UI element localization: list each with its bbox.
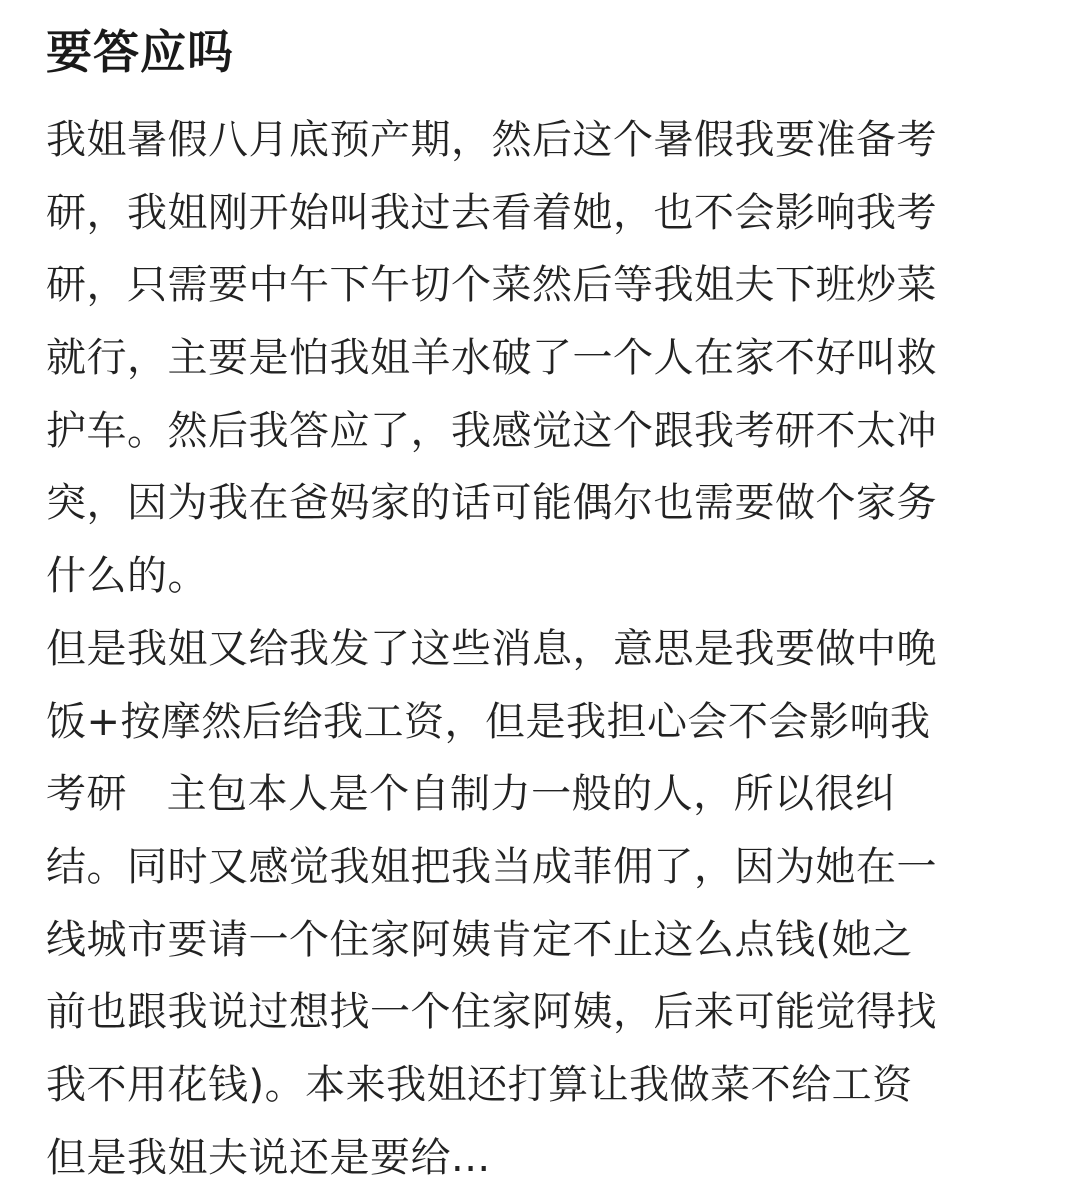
post-body-line: 研，我姐刚开始叫我过去看着她，也不会影响我考 [46,189,937,236]
post-body-line: 突，因为我在爸妈家的话可能偶尔也需要做个家务 [46,480,937,527]
post [46,0,1046,1194]
post-body-line: 我姐暑假八月底预产期，然后这个暑假我要准备考 [46,117,937,163]
post-body-line: 前也跟我说过想找一个住家阿姨，后来可能觉得找 [46,989,937,1036]
post-body [46,104,1046,1194]
post-body-line: 考研 主包本人是个自制力一般的人，所以很纠 [46,771,896,818]
post-body-line: 结。同时又感觉我姐把我当成菲佣了，因为她在一 [46,843,937,890]
post-body-line: 护车。然后我答应了，我感觉这个跟我考研不太冲 [46,407,937,454]
post-body-line: 什么的。 [46,553,208,600]
post-body-line: 但是我姐夫说还是要给... [46,1134,491,1181]
post-title: 要答应吗 [46,25,234,79]
post-body-line: 就行，主要是怕我姐羊水破了一个人在家不好叫救 [46,335,937,382]
post-body-line: 饭+按摩然后给我工资，但是我担心会不会影响我 [46,698,931,745]
post-body-line: 但是我姐又给我发了这些消息，意思是我要做中晚 [46,625,937,672]
post-body-line: 线城市要请一个住家阿姨肯定不止这么点钱(她之 [46,916,913,963]
post-body-line: 研，只需要中午下午切个菜然后等我姐夫下班炒菜 [46,262,937,309]
post-body-line: 我不用花钱)。本来我姐还打算让我做菜不给工资 [46,1061,913,1108]
